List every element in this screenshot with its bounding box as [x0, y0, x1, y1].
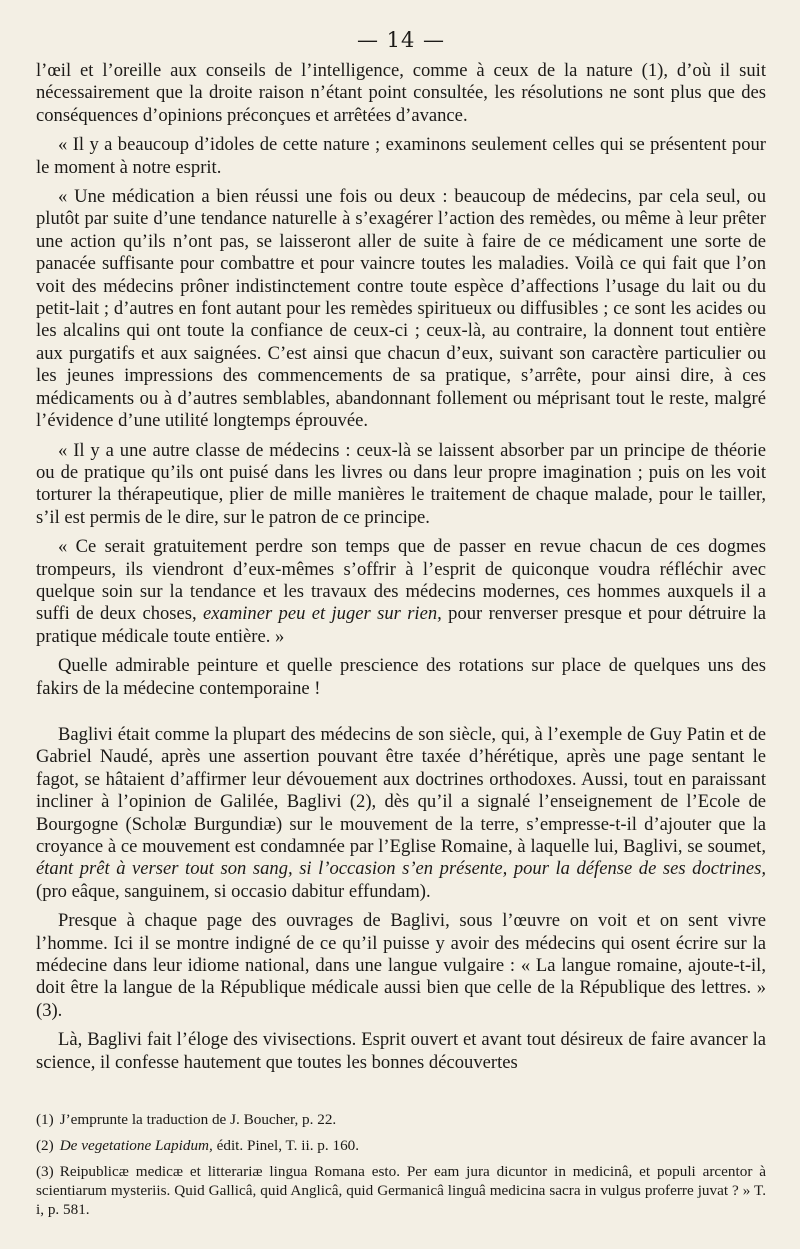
paragraph: « Une médication a bien réussi une fois ou deux : beaucoup de médecins, par cela seul, ou plutôt par suite d’une tendance naturelle à s’exagérer l’action des remèdes, ou même à leur prêter une action qu’ils n’ont pas, se laisseront aller de suite à faire de ce médicament une sorte de panacée suffisante pour combattre et pour vaincre toutes les maladies. Voilà ce qui fait que l’on voit des médecins prôner indistinctement contre toute espèce d’affections l’usage du lait ou du petit-lait ; d’autres en font autant pour les remèdes spiritueux ou diffusibles ; ce sont les acides ou les alcalins qui ont toute la confiance de ceux-ci ; ceux-là, au contraire, la donnent tout entière aux purgatifs et aux saignées. C’est ainsi que chacun d’eux, suivant son caractère particulier ou les jeunes impressions des commencements de sa pratique, s’arrête, pour ainsi dire, à ces médicaments ou à d’autres semblables, abandonnant follement ou méprisant tout le reste, malgré l’évidence d’une utilité longtemps éprouvée.	[36, 186, 766, 432]
footnote-title: De vegetatione Lapidum,	[59, 1137, 213, 1154]
footnote	[36, 1162, 766, 1219]
paragraph: « Il y a beaucoup d’idoles de cette nature ; examinons seulement celles qui se présentent pour le moment à notre esprit.	[36, 134, 766, 178]
paragraph	[36, 724, 766, 903]
footnotes	[36, 1110, 766, 1226]
paragraph: Presque à chaque page des ouvrages de Baglivi, sous l’œuvre on voit et on sent vivre l’homme. Ici il se montre indigné de ce qu’il puisse y avoir des médecins qui osent écrire sur la médecine dans leur idiome national, dans une langue vulgaire : « La langue romaine, ajoute-t-il, doit être la langue de la République médicale aussi bien que celle de la République des lettres. » (3).	[36, 910, 766, 1021]
paragraph-text: (pro eâque, sanguinem, si occasio dabitur effundam).	[36, 880, 431, 902]
page-number: — 14 —	[356, 28, 446, 52]
paragraph: Quelle admirable peinture et quelle prescience des rotations sur place de quelques uns des fakirs de la médecine contemporaine !	[36, 655, 766, 699]
paragraph: l’œil et l’oreille aux conseils de l’intelligence, comme à ceux de la nature (1), d’où il suit nécessairement que la droite raison n’étant point consultée, les résolutions ne sont plus que des conséquences d’opinions préconçues et arrêtées d’avance.	[36, 60, 766, 126]
body-text	[36, 60, 766, 1074]
footnote	[36, 1136, 766, 1155]
footnote-number: (2)	[36, 1137, 54, 1154]
footnote	[36, 1110, 766, 1129]
footnote-text: Reipublicæ medicæ et litterariæ lingua Romana esto. Per eam jura dicuntor in medicinâ, et populi arcentor à scientiarum mysteriis. Quid Gallicâ, quid Anglicâ, quid Germanicâ linguâ medicina sacra in vulgus proferre juvat ? » T. i, p. 581.	[36, 1163, 766, 1218]
paragraph: « Il y a une autre classe de médecins : ceux-là se laissent absorber par un principe de théorie ou de pratique qu’ils ont puisé dans les livres ou dans leur propre imagination ; puis on les voit torturer la thérapeutique, plier de mille manières le traitement de chaque malade, pour le tailler, s’il est permis de le dire, sur le patron de ce principe.	[36, 439, 766, 528]
italic-phrase: étant prêt à verser tout son sang, si l’occasion s’en présente, pour la défense de ses doctrines,	[36, 858, 766, 880]
footnote-number: (1)	[36, 1111, 54, 1128]
paragraph-text: pour renverser presque et pour détruire la pratique médicale toute entière. »	[36, 603, 766, 647]
paragraph: Là, Baglivi fait l’éloge des vivisections. Esprit ouvert et avant tout désireux de faire avancer la science, il confesse hautement que toutes les bonnes découvertes	[36, 1029, 766, 1073]
italic-phrase: examiner peu et juger sur rien,	[203, 603, 442, 625]
paragraph-text: Baglivi était comme la plupart des médecins de son siècle, qui, à l’exemple de Guy Patin et de Gabriel Naudé, après une assertion pouvant être taxée d’hérétique, après une page sentant le fagot, se hâtaient d’affirmer leur dévouement aux doctrines orthodoxes. Aussi, tout en paraissant incliner à l’opinion de Galilée, Baglivi (2), dès qu’il a signalé l’enseignement de l’Ecole de Bourgogne (Scholæ Burgundiæ) sur le mouvement de la terre, s’empresse-t-il d’ajouter que la croyance à ce mouvement est condamnée par l’Eglise Romaine, à laquelle lui, Baglivi, se soumet,	[36, 723, 766, 857]
footnote-text: édit. Pinel, T. ii. p. 160.	[216, 1137, 360, 1154]
footnote-text: J’emprunte la traduction de J. Boucher, p. 22.	[59, 1111, 337, 1128]
footnote-number: (3)	[36, 1163, 54, 1180]
paragraph-text: « Ce serait gratuitement perdre son temps que de passer en revue chacun de ces dogmes trompeurs, ils viendront d’eux-mêmes s’offrir à l’esprit de quiconque voudra réfléchir avec quelque soin sur la tendance et les travaux des médecins modernes, ces hommes auxquels il a suffi de deux choses,	[36, 536, 766, 625]
paragraph	[36, 536, 766, 648]
